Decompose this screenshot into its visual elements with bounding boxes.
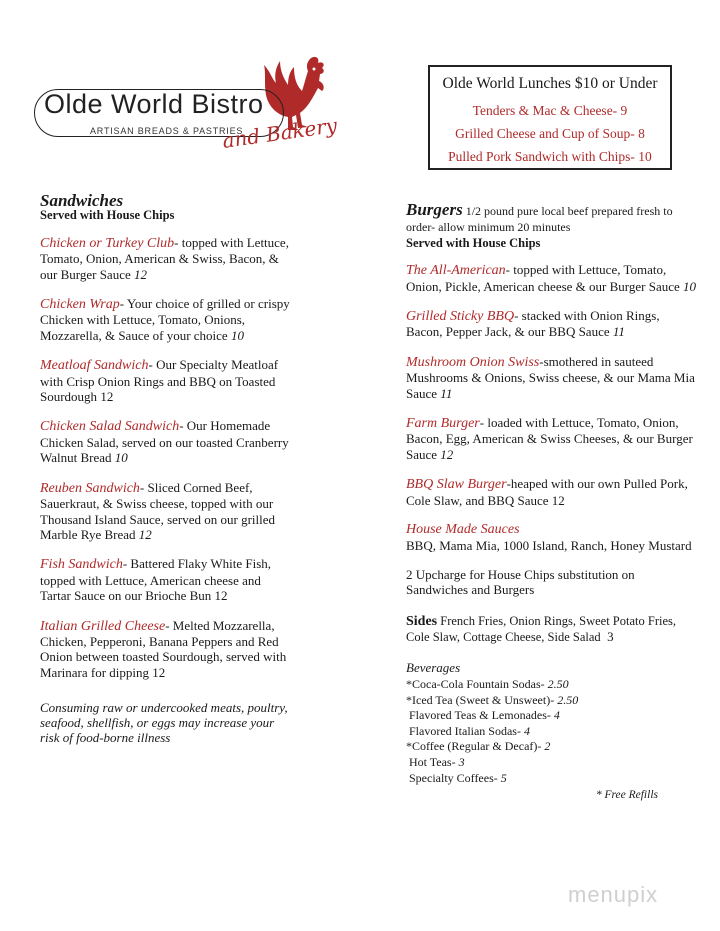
item-price: 10 (114, 450, 128, 466)
lunch-item: Grilled Cheese and Cup of Soup- 8 (455, 126, 645, 141)
beverage-price: 3 (458, 754, 465, 769)
burgers-desc: 1/2 pound pure local beef prepared fresh to order- allow minimum 20 minutes (406, 204, 673, 235)
beverage-name: Specialty Coffees- (409, 770, 498, 785)
menu-item (406, 262, 696, 294)
menu-item (406, 415, 696, 462)
menu-item (40, 556, 290, 603)
lunch-title: Olde World Lunches $10 or Under (442, 75, 658, 92)
item-price: 12 (100, 389, 114, 405)
menu-item (406, 354, 696, 401)
logo-title: Olde World Bistro (44, 89, 264, 119)
lunch-specials-box (428, 65, 672, 170)
burgers-section (406, 202, 696, 804)
item-name: Meatloaf Sandwich (40, 358, 149, 374)
beverage-price: 2 (544, 739, 551, 754)
beverage-price: 4 (553, 708, 560, 723)
beverage-name: Flavored Italian Sodas- (409, 723, 521, 738)
item-price: 12 (152, 664, 166, 680)
item-name: Chicken or Turkey Club (40, 235, 175, 251)
free-refills-note: * Free Refills (595, 789, 658, 802)
beverage-item (406, 677, 696, 693)
item-name: Chicken Wrap (40, 297, 120, 313)
item-desc: -heaped with our own Pulled Pork, Cole Slaw, and BBQ Sauce (406, 476, 688, 508)
item-name: Farm Burger (406, 416, 480, 432)
logo-subtitle: ARTISAN BREADS & PASTRIES (90, 126, 244, 136)
item-desc: - Our Homemade Chicken Salad, served on our toasted Cranberry Walnut Bread (40, 418, 289, 466)
lunch-item: Tenders & Mac & Cheese- 9 (472, 103, 628, 118)
beverage-name: Flavored Teas & Lemonades- (409, 708, 551, 723)
lunch-item: Pulled Pork Sandwich with Chips- 10 (448, 149, 652, 164)
menu-item (40, 296, 290, 343)
sides-text: French Fries, Onion Rings, Sweet Potato Fries, Cole Slaw, Cottage Cheese, Side Salad (406, 613, 677, 645)
logo-script-text: and Bakery (220, 113, 339, 153)
sandwiches-section (40, 193, 290, 745)
beverage-item (406, 724, 696, 740)
beverages-section (406, 660, 696, 804)
item-desc: -smothered in sauteed Mushrooms & Onions, Swiss cheese, & our Mama Mia Sauce (406, 353, 695, 401)
menu-item (40, 480, 290, 543)
item-name: Italian Grilled Cheese (40, 618, 166, 634)
item-name: House Made Sauces (406, 522, 520, 538)
sandwiches-subtitle: Served with House Chips (40, 208, 175, 223)
menu-item (406, 522, 696, 553)
burgers-title: Burgers (406, 200, 463, 219)
beverage-name: *Iced Tea (Sweet & Unsweet)- (406, 692, 555, 707)
beverage-name: *Coffee (Regular & Decaf)- (406, 739, 542, 754)
beverage-price: 2.50 (557, 692, 579, 707)
beverage-item (406, 755, 696, 771)
beverage-item (406, 693, 696, 709)
item-desc: - Sliced Corned Beef, Sauerkraut, & Swiss cheese, topped with our Thousand Island Sauce, served on our grilled Marble Rye Bread (40, 479, 276, 542)
item-name: The All-American (406, 263, 506, 279)
burgers-header (406, 202, 696, 236)
item-desc: - Our Specialty Meatloaf with Crisp Onion Rings and BBQ on Toasted Sourdough (40, 357, 279, 405)
beverage-name: *Coca-Cola Fountain Sodas- (406, 676, 545, 691)
item-desc: - topped with Lettuce, Tomato, Onion, Pickle, American cheese & our Burger Sauce (406, 262, 680, 294)
item-name: Grilled Sticky BBQ (406, 309, 515, 325)
item-name: Fish Sandwich (40, 557, 123, 573)
beverage-item (406, 771, 696, 787)
menu-item (40, 357, 290, 404)
item-desc: BBQ, Mama Mia, 1000 Island, Ranch, Honey Mustard (406, 537, 692, 553)
item-price: 12 (214, 588, 228, 604)
item-desc: - Battered Flaky White Fish, topped with Lettuce, American cheese and Tartar Sauce on our Brioche Bun (40, 556, 271, 604)
sides-label: Sides (406, 613, 438, 629)
item-name: Mushroom Onion Swiss (406, 354, 540, 370)
beverage-price: 2.50 (547, 676, 569, 691)
item-price: 10 (683, 278, 697, 294)
sandwiches-title: Sandwiches (40, 191, 124, 210)
upcharge-note: 2 Upcharge for House Chips substitution on Sandwiches and Burgers (406, 566, 635, 598)
beverage-item (406, 739, 696, 755)
sides-price: 3 (607, 629, 614, 645)
item-price: 11 (612, 324, 625, 340)
item-desc: - loaded with Lettuce, Tomato, Onion, Bacon, Egg, American & Swiss Cheeses, & our Burger Sauce (406, 415, 693, 462)
food-safety-warning: Consuming raw or undercooked meats, poultry, seafood, shellfish, or eggs may increase your risk of food-borne illness (40, 700, 288, 746)
item-price: 12 (133, 266, 147, 282)
item-desc: - stacked with Onion Rings, Bacon, Pepper Jack, & our BBQ Sauce (406, 308, 660, 340)
watermark: menupix (568, 882, 659, 907)
item-desc: - Your choice of grilled or crispy Chicken with Lettuce, Tomato, Onions, Mozzarella, & Sauce of your choice (40, 296, 290, 343)
restaurant-logo (30, 55, 339, 165)
beverage-item (406, 708, 696, 724)
item-price: 12 (551, 492, 565, 508)
beverages-title: Beverages (406, 659, 461, 675)
menu-item (406, 476, 696, 508)
item-desc: - topped with Lettuce, Tomato, Onion, American & Swiss, Bacon, & our Burger Sauce (40, 234, 289, 282)
menu-item (40, 618, 290, 681)
item-price: 12 (440, 446, 454, 462)
beverage-price: 4 (523, 723, 530, 738)
menu-item (40, 235, 290, 282)
sides (406, 613, 696, 646)
item-price: 12 (138, 526, 152, 542)
item-desc: - Melted Mozzarella, Chicken, Pepperoni, Banana Peppers and Red Onion between toasted Sourdough, served with Marinara for dipping (40, 617, 287, 680)
beverage-name: Hot Teas- (409, 754, 456, 769)
item-name: BBQ Slaw Burger (406, 477, 507, 493)
menu-item (406, 308, 696, 340)
beverage-price: 5 (500, 770, 507, 785)
burgers-subtitle: Served with House Chips (406, 235, 541, 250)
item-price: 11 (440, 385, 453, 401)
item-price: 10 (230, 327, 244, 343)
item-name: Chicken Salad Sandwich (40, 419, 180, 435)
item-name: Reuben Sandwich (40, 480, 140, 496)
menu-item (40, 418, 290, 465)
